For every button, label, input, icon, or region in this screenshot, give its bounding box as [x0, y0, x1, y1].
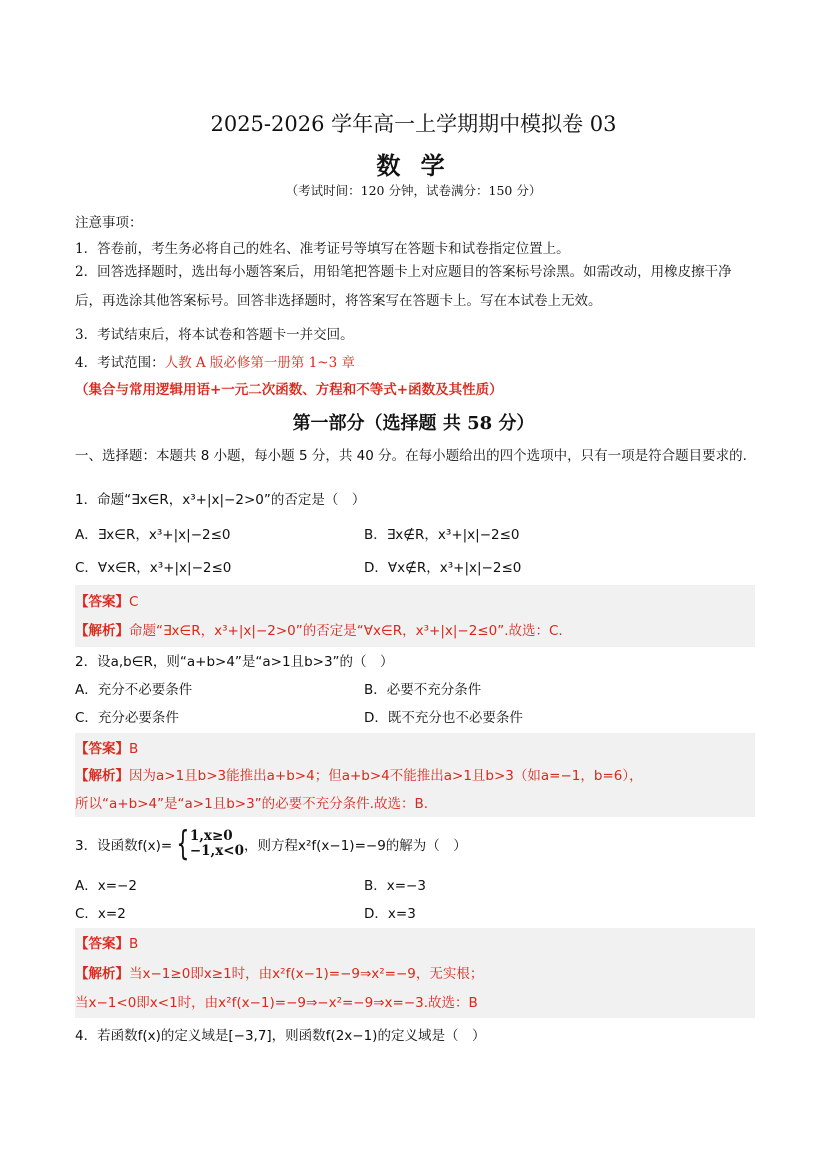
piecewise-case-2: −1,x<0	[189, 843, 244, 859]
question-2-option-c: C．充分必要条件	[75, 710, 179, 726]
question-2-analysis-line-2: 所以“a+b>4”是“a>1且b>3”的必要不充分条件.故选：B.	[75, 796, 429, 812]
note-item-4	[75, 351, 355, 371]
question-3-option-b: B．x=−3	[364, 878, 426, 894]
question-2-answer	[75, 737, 138, 757]
page-title: 2025-2026 学年高一上学期期中模拟卷 03	[210, 112, 617, 136]
note-item-3: 3．考试结束后，将本试卷和答题卡一并交回。	[75, 327, 354, 343]
question-3-stem-suffix: ，则方程x²f(x−1)=−9的解为（ ）	[244, 838, 467, 854]
question-3-option-c: C．x=2	[75, 906, 126, 922]
question-1-answer-value: C	[129, 594, 139, 610]
piecewise-definition	[190, 829, 244, 859]
question-3-answer	[75, 932, 138, 952]
exam-info: （考试时间：120 分钟，试卷满分：150 分）	[285, 183, 542, 198]
question-3-option-a: A．x=−2	[75, 878, 137, 894]
section-intro: 一、选择题：本题共 8 小题，每小题 5 分，共 40 分。在每小题给出的四个选项中，只有一项是符合题目要求的.	[75, 448, 747, 464]
analysis-label: 【解析】	[75, 623, 129, 639]
note-item-1: 1．答卷前，考生务必将自己的姓名、准考证号等填写在答题卡和试卷指定位置上。	[75, 241, 570, 257]
question-1-analysis	[75, 619, 563, 639]
note-item-4-prefix: 4．考试范围：	[75, 355, 165, 371]
question-1-option-a: A．∃x∈R，x³+|x|−2≤0	[75, 527, 231, 543]
question-3-answer-value: B	[129, 936, 139, 952]
subject-title: 数 学	[376, 151, 451, 180]
question-2-answer-value: B	[129, 741, 139, 757]
question-1-option-d: D．∀x∉R，x³+|x|−2≤0	[364, 560, 522, 576]
answer-label: 【答案】	[75, 936, 129, 952]
question-3-analysis-line-2: 当x−1<0即x<1时，由x²f(x−1)=−9⇒−x²=−9⇒x=−3.故选：B	[75, 995, 478, 1011]
question-3-analysis-line-1: 当x−1≥0即x≥1时，由x²f(x−1)=−9⇒x²=−9，无实根；	[129, 966, 484, 982]
question-2-option-d: D．既不充分也不必要条件	[364, 710, 523, 726]
answer-label: 【答案】	[75, 741, 129, 757]
question-2-analysis-line-1: 因为a>1且b>3能推出a+b>4；但a+b>4不能推出a>1且b>3（如a=−1，b=6），	[129, 768, 643, 784]
question-2-stem: 2．设a,b∈R，则“a+b>4”是“a>1且b>3”的（ ）	[75, 654, 394, 670]
question-2-option-a: A．充分不必要条件	[75, 682, 193, 698]
question-1-option-c: C．∀x∈R，x³+|x|−2≤0	[75, 560, 232, 576]
question-2-option-b: B．必要不充分条件	[364, 682, 482, 698]
exam-scope: 人教 A 版必修第一册第 1~3 章	[164, 355, 355, 371]
question-1-answer	[75, 590, 138, 610]
note-item-2: 2．回答选择题时，选出每小题答案后，用铅笔把答题卡上对应题目的答案标号涂黑。如需改动，用橡皮擦干净后，再选涂其他答案标号。回答非选择题时，将答案写在答题卡上。写在本试卷上无效。	[75, 264, 732, 309]
piecewise-case-1: 1,x≥0	[189, 828, 233, 844]
question-3-stem	[75, 824, 467, 864]
question-1-stem: 1．命题“∃x∈R，x³+|x|−2>0”的否定是（ ）	[75, 492, 366, 508]
question-1-option-b: B．∃x∉R，x³+|x|−2≤0	[364, 527, 520, 543]
section-heading: 第一部分（选择题 共 58 分）	[292, 413, 535, 434]
left-brace-icon: {	[176, 824, 190, 864]
exam-scope-detail: （集合与常用逻辑用语+一元二次函数、方程和不等式+函数及其性质）	[75, 382, 503, 398]
question-2-analysis	[75, 764, 643, 784]
question-3-stem-prefix: 3．设函数f(x)=	[75, 838, 173, 854]
notes-heading: 注意事项：	[75, 215, 143, 231]
answer-label: 【答案】	[75, 594, 129, 610]
analysis-label: 【解析】	[75, 768, 129, 784]
question-3-analysis	[75, 962, 483, 982]
analysis-label: 【解析】	[75, 966, 129, 982]
question-3-option-d: D．x=3	[364, 906, 416, 922]
question-4-stem: 4．若函数f(x)的定义域是[−3,7]，则函数f(2x−1)的定义域是（ ）	[75, 1028, 486, 1044]
question-1-analysis-text: 命题“∃x∈R，x³+|x|−2>0”的否定是“∀x∈R，x³+|x|−2≤0”.故选：C.	[129, 623, 563, 639]
